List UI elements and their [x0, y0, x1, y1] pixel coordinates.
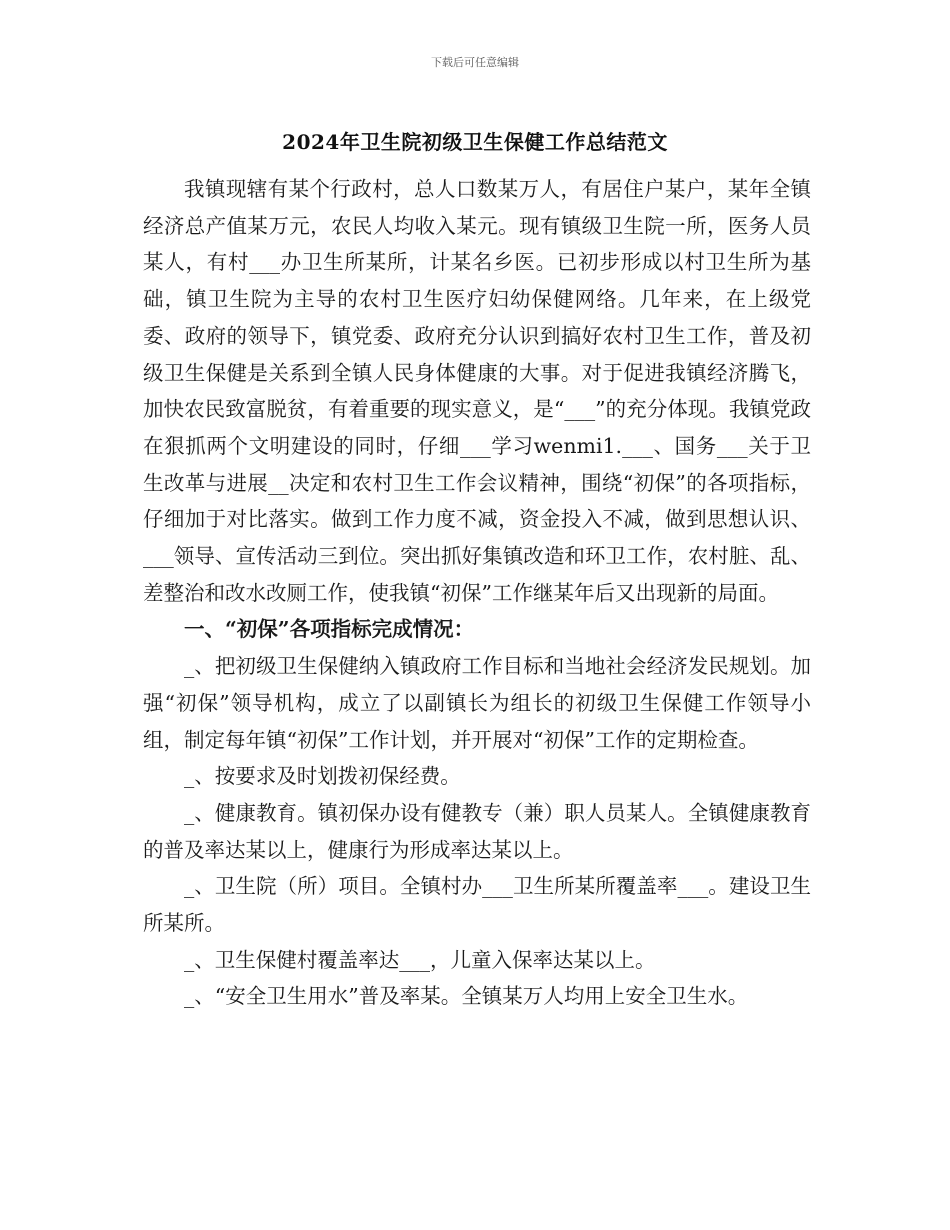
list-item: _、把初级卫生保健纳入镇政府工作目标和当地社会经济发民规划。加强“初保”领导机构，成立了以副镇长为组长的初级卫生保健工作领导小组，制定每年镇“初保”工作计划，并开展对“初保”工作的定期检查。: [143, 654, 811, 752]
list-item: _、卫生院（所）项目。全镇村办___卫生所某所覆盖率___。建设卫生所某所。: [143, 874, 811, 936]
page-header-note: 下载后可任意编辑: [431, 56, 519, 69]
document-body: [143, 171, 811, 1015]
list-item: _、健康教育。镇初保办设有健教专（兼）职人员某人。全镇健康教育的普及率达某以上，健康行为形成率达某以上。: [143, 800, 811, 862]
document-title: 2024年卫生院初级卫生保健工作总结范文: [282, 130, 668, 154]
section-heading: 一、“初保”各项指标完成情况：: [184, 617, 475, 642]
list-item: _、卫生保健村覆盖率达___，儿童入保率达某以上。: [184, 947, 656, 972]
intro-paragraph: 我镇现辖有某个行政村，总人口数某万人，有居住户某户，某年全镇经济总产值某万元，农民人均收入某元。现有镇级卫生院一所，医务人员某人，有村___办卫生所某所，计某名乡医。已初步形成以村卫生所为基础，镇卫生院为主导的农村卫生医疗妇幼保健网络。几年来，在上级党委、政府的领导下，镇党委、政府充分认识到搞好农村卫生工作，普及初级卫生保健是关系到全镇人民身体健康的大事。对于促进我镇经济腾飞，加快农民致富脱贫，有着重要的现实意义，是“___”的充分体现。我镇党政在狠抓两个文明建设的同时，仔细___学习wenmi1.___、国务___关于卫生改革与进展__决定和农村卫生工作会议精神，围绕“初保”的各项指标，仔细加于对比落实。做到工作力度不减，资金投入不减，做到思想认识、___领导、宣传活动三到位。突出抓好集镇改造和环卫工作，农村脏、乱、差整治和改水改厕工作，使我镇“初保”工作继某年后又出现新的局面。: [143, 177, 811, 605]
list-item: _、“安全卫生用水”普及率某。全镇某万人均用上安全卫生水。: [184, 984, 749, 1009]
list-item: _、按要求及时划拨初保经费。: [184, 764, 461, 789]
